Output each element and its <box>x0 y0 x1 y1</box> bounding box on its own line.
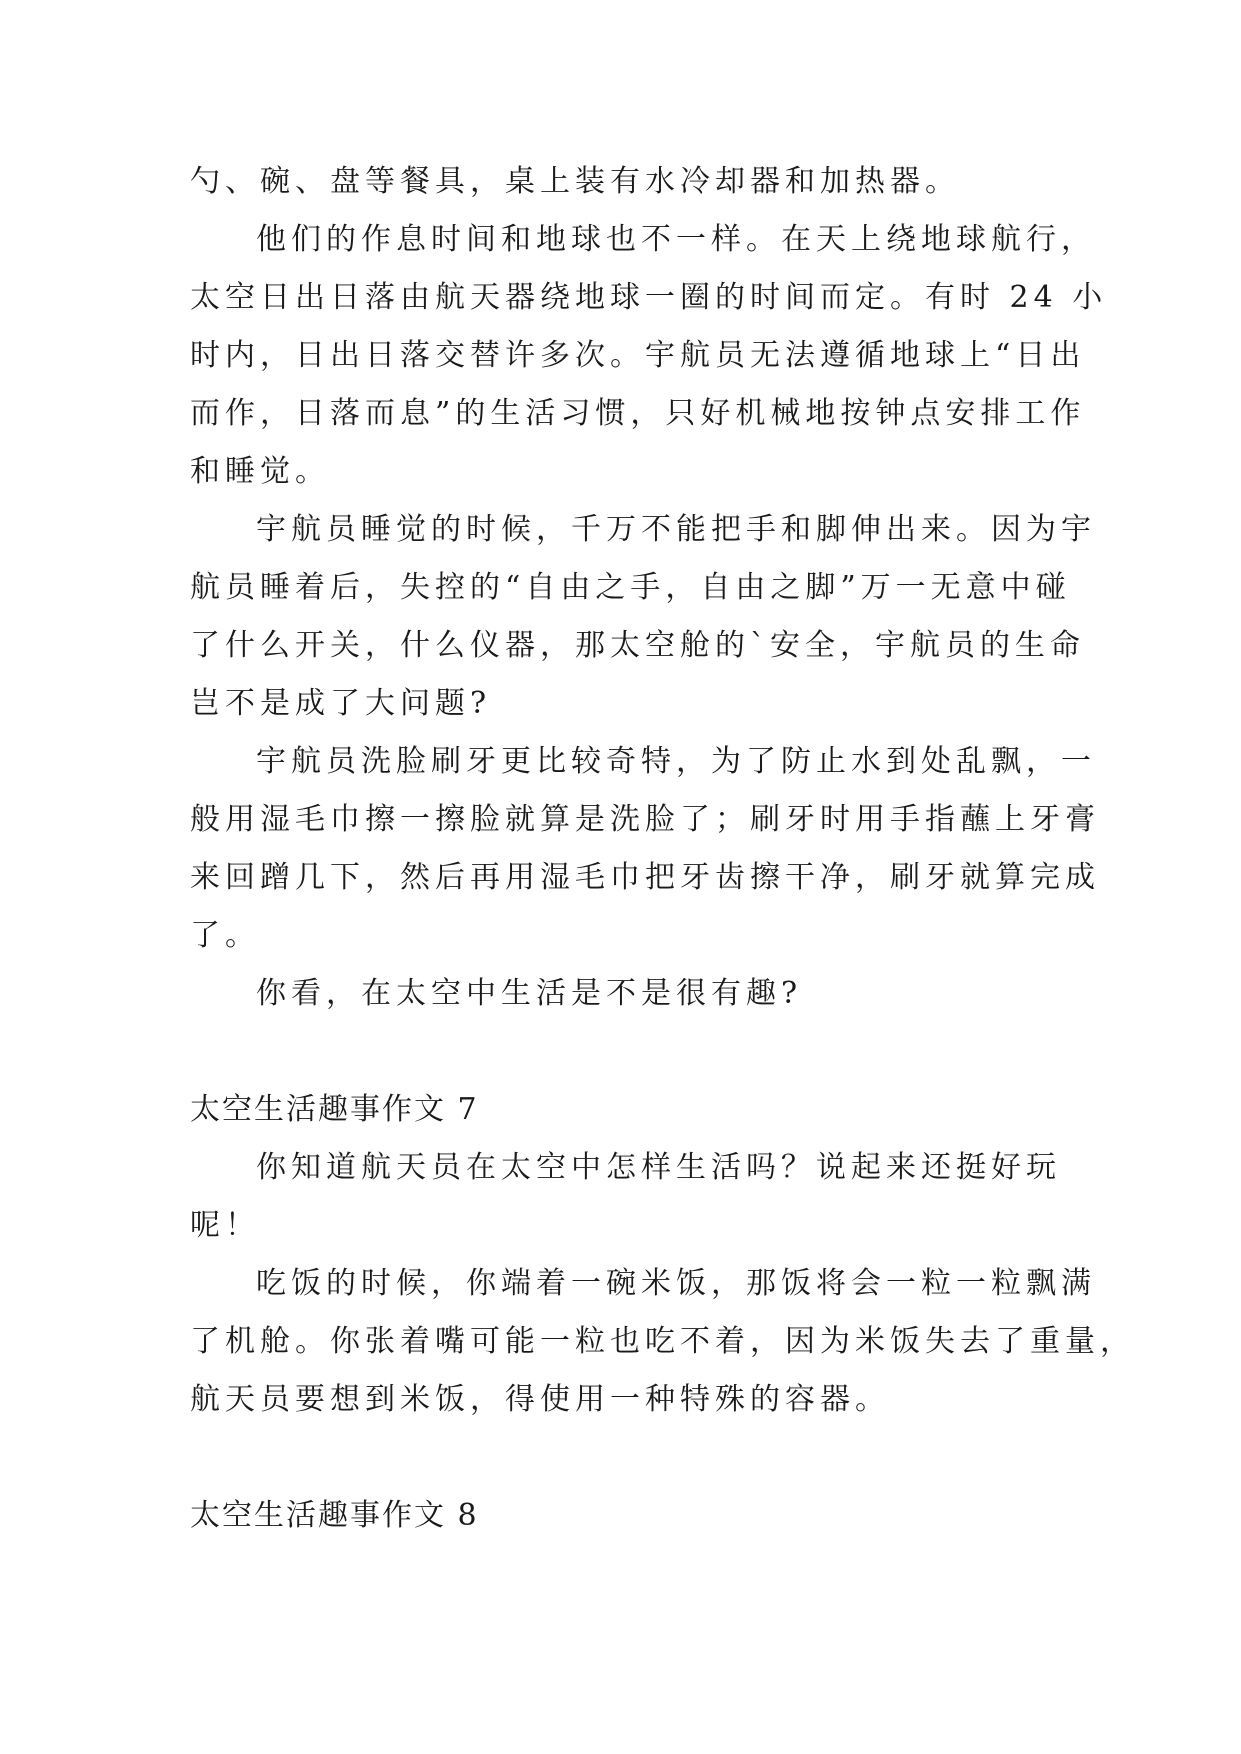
text-line: 时内，日出日落交替许多次。宇航员无法遵循地球上“日出 <box>190 338 1086 373</box>
text-line: 太空日出日落由航天器绕地球一圈的时间而定。有时 24 小 <box>190 280 1108 315</box>
paragraph-start-line: 宇航员洗脸刷牙更比较奇特，为了防止水到处乱飘，一 <box>256 744 1096 779</box>
paragraph-start-line: 你看，在太空中生活是不是很有趣? <box>256 976 803 1011</box>
text-line: 了什么开关，什么仪器，那太空舱的`安全，宇航员的生命 <box>190 628 1085 663</box>
section-heading: 太空生活趣事作文 7 <box>190 1092 479 1127</box>
text-line: 和睡觉。 <box>190 454 330 489</box>
text-line: 来回蹭几下，然后再用湿毛巾把牙齿擦干净，刷牙就算完成 <box>190 860 1100 895</box>
text-line: 而作，日落而息”的生活习惯，只好机械地按钟点安排工作 <box>190 396 1086 431</box>
text-line: 航天员要想到米饭，得使用一种特殊的容器。 <box>190 1382 890 1417</box>
text-line: 了。 <box>190 918 260 953</box>
paragraph-start-line: 宇航员睡觉的时候，千万不能把手和脚伸出来。因为宇 <box>256 512 1096 547</box>
text-line: 般用湿毛巾擦一擦脸就算是洗脸了；刷牙时用手指蘸上牙膏 <box>190 802 1100 837</box>
text-line: 勺、碗、盘等餐具，桌上装有水冷却器和加热器。 <box>190 164 960 199</box>
text-line: 航员睡着后，失控的“自由之手，自由之脚”万一无意中碰 <box>190 570 1071 605</box>
text-line: 了机舱。你张着嘴可能一粒也吃不着，因为米饭失去了重量， <box>190 1324 1135 1359</box>
paragraph-start-line: 他们的作息时间和地球也不一样。在天上绕地球航行， <box>256 222 1096 257</box>
section-heading: 太空生活趣事作文 8 <box>190 1498 479 1533</box>
text-line: 呢！ <box>190 1208 260 1243</box>
text-line: 岂不是成了大问题? <box>190 686 492 721</box>
paragraph-start-line: 吃饭的时候，你端着一碗米饭，那饭将会一粒一粒飘满 <box>256 1266 1096 1301</box>
paragraph-start-line: 你知道航天员在太空中怎样生活吗？说起来还挺好玩 <box>256 1150 1061 1185</box>
